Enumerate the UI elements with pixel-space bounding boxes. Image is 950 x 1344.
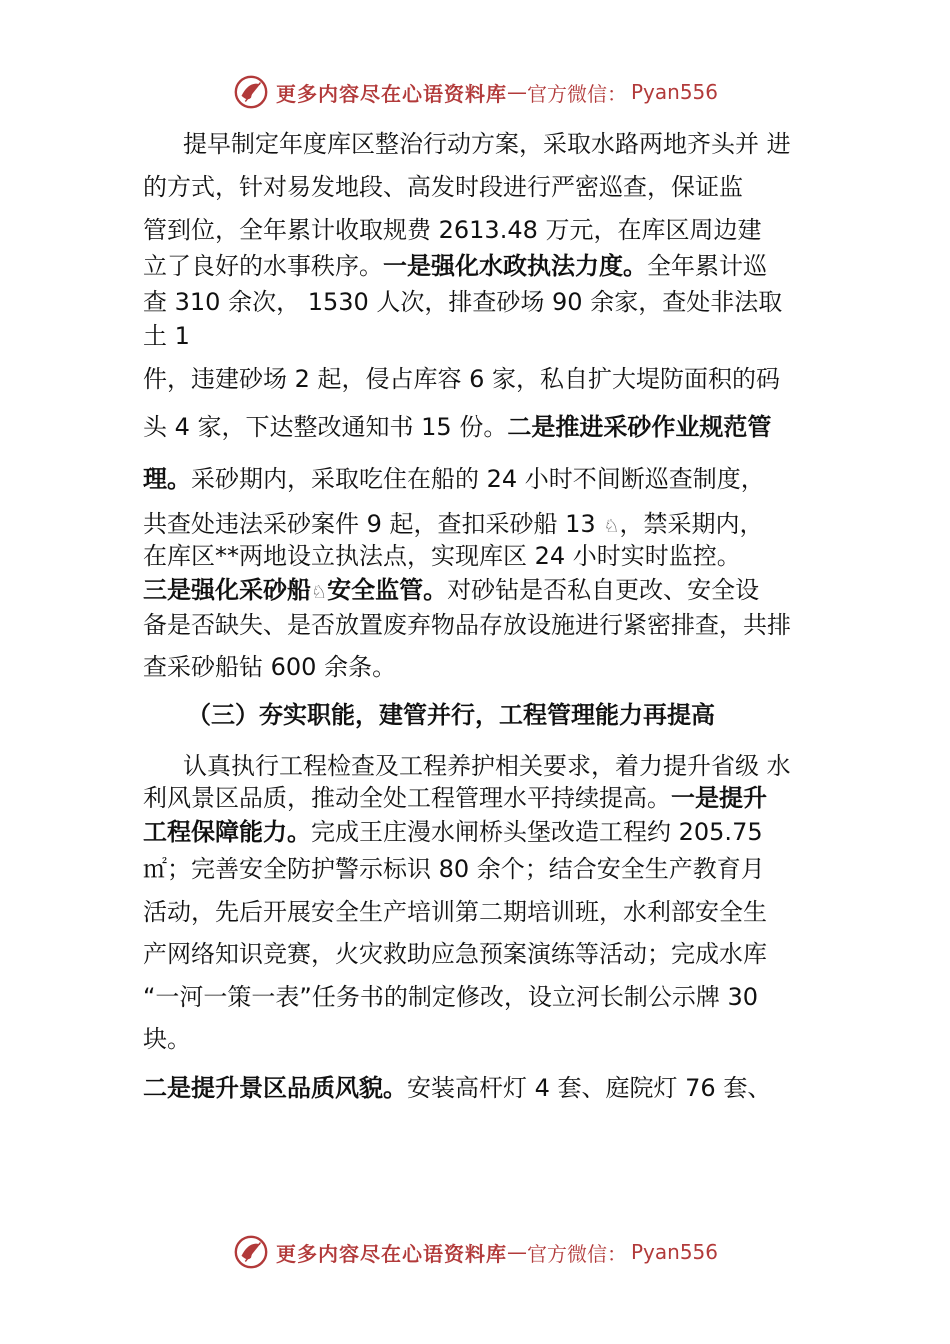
para2-line4: ㎡；完善安全防护警示标识 80 余个；结合安全生产教育月	[143, 855, 765, 883]
bold-heading: 二是推进采砂作业规范管	[507, 413, 772, 441]
para1-line10: 共查处违法采砂案件 9 起，查扣采砂船 13 ♘，禁采期内，	[143, 510, 764, 538]
para1-line5: 查 310 余次， 1530 人次，排查砂场 90 余家，查处非法取	[143, 288, 783, 316]
footer-dash: —	[506, 1240, 527, 1264]
para2-line3: 工程保障能力。完成王庄漫水闸桥头堡改造工程约 205.75	[143, 818, 763, 846]
para2-line7: “一河一策一表”任务书的制定修改，设立河长制公示牌 30	[143, 983, 759, 1011]
para1-line2: 的方式，针对易发地段、高发时段进行严密巡查，保证监	[143, 173, 743, 201]
para1-line1: 提早制定年度库区整治行动方案，采取水路两地齐头并 进	[183, 130, 791, 158]
header-wechat-label: 官方微信：	[526, 81, 627, 106]
para1-line3: 管到位，全年累计收取规费 2613.48 万元，在库区周边建	[143, 216, 762, 244]
para2-line2: 利风景区品质，推动全处工程管理水平持续提高。一是提升	[143, 784, 767, 812]
bold-heading: 一是强化水政执法力度。	[383, 252, 647, 280]
para2-line1: 认真执行工程检查及工程养护相关要求，着力提升省级 水	[183, 752, 791, 780]
para2-line5: 活动，先后开展安全生产培训第二期培训班，水利部安全生	[143, 898, 767, 926]
footer-slogan: 更多内容尽在心语资料库	[275, 1241, 507, 1266]
header-slogan: 更多内容尽在心语资料库	[275, 81, 507, 106]
footer-wechat-id: Pyan556	[630, 1240, 718, 1264]
logo-icon	[232, 73, 270, 111]
footer-wechat-label: 官方微信：	[526, 1241, 627, 1266]
header-banner	[0, 72, 950, 112]
bold-heading: 理。	[143, 465, 191, 493]
ship-symbol-icon: ♘	[311, 582, 328, 603]
para1-line9: 理。采砂期内，采取吃住在船的 24 小时不间断巡查制度，	[143, 465, 765, 493]
section-heading: （三）夯实职能，建管并行，工程管理能力再提高	[187, 701, 715, 729]
para1-line6: 土 1	[143, 322, 190, 350]
para1-line11: 在库区**两地设立执法点，实现库区 24 小时实时监控。	[143, 542, 741, 570]
para2-line8: 块。	[143, 1025, 191, 1053]
bold-heading: 三是强化采砂船	[143, 576, 311, 604]
bold-heading: 一是提升	[671, 784, 767, 812]
para1-line8: 头 4 家，下达整改通知书 15 份。二是推进采砂作业规范管	[143, 413, 772, 441]
para1-line4: 立了良好的水事秩序。一是强化水政执法力度。全年累计巡	[143, 252, 767, 280]
para2-line9: 二是提升景区品质风貌。安装高杆灯 4 套、庭院灯 76 套、	[143, 1074, 772, 1102]
bold-heading: 工程保障能力。	[143, 818, 311, 846]
header-wechat-id: Pyan556	[630, 80, 718, 104]
para1-line14: 查采砂船钻 600 余条。	[143, 653, 397, 681]
header-dash: —	[506, 80, 527, 104]
para1-line7: 件，违建砂场 2 起，侵占库容 6 家，私自扩大堤防面积的码	[143, 365, 781, 393]
para1-line13: 备是否缺失、是否放置废弃物品存放设施进行紧密排查，共排	[143, 611, 791, 639]
ship-symbol-icon: ♘	[603, 516, 620, 537]
logo-icon	[232, 1233, 270, 1271]
bold-heading: 二是提升景区品质风貌。	[143, 1074, 407, 1102]
para1-line12: 三是强化采砂船♘安全监管。对砂钻是否私自更改、安全设	[143, 576, 760, 604]
para2-line6: 产网络知识竞赛，火灾救助应急预案演练等活动；完成水库	[143, 940, 767, 968]
footer-banner	[0, 1232, 950, 1272]
